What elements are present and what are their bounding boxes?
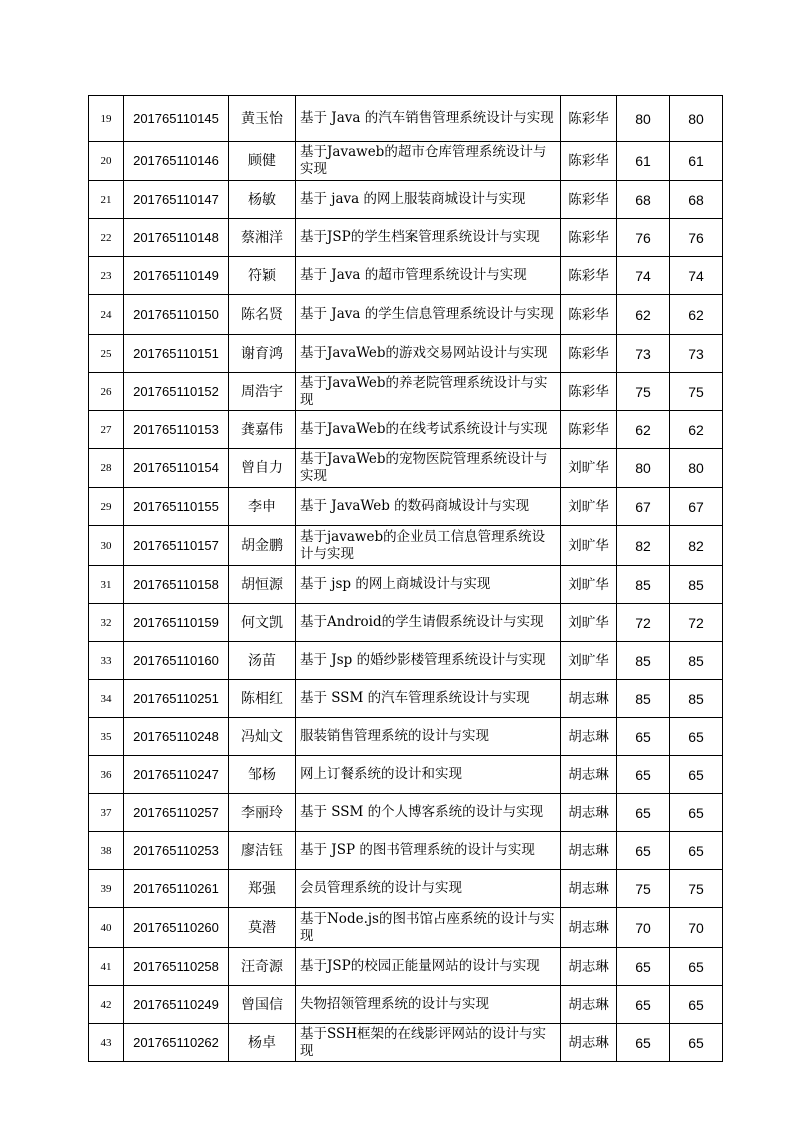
thesis-title: 基于JavaWeb的游戏交易网站设计与实现	[296, 335, 561, 373]
table-row	[89, 794, 723, 832]
advisor-name: 刘旷华	[561, 449, 617, 488]
row-number: 26	[89, 373, 124, 411]
table-row	[89, 680, 723, 718]
final-score-cell: 65	[670, 832, 723, 870]
score-cell: 80	[617, 449, 670, 488]
table-row	[89, 219, 723, 257]
student-name: 龚嘉伟	[229, 411, 296, 449]
row-number: 23	[89, 257, 124, 295]
table-row	[89, 718, 723, 756]
thesis-title: 基于 JavaWeb 的数码商城设计与实现	[296, 488, 561, 526]
row-number: 20	[89, 142, 124, 181]
table-row	[89, 295, 723, 335]
student-name: 周浩宇	[229, 373, 296, 411]
thesis-title: 基于 java 的网上服装商城设计与实现	[296, 181, 561, 219]
score-cell: 74	[617, 257, 670, 295]
student-id: 201765110151	[124, 335, 229, 373]
student-id: 201765110247	[124, 756, 229, 794]
table-row	[89, 96, 723, 142]
row-number: 37	[89, 794, 124, 832]
thesis-score-table	[88, 95, 723, 1062]
advisor-name: 刘旷华	[561, 566, 617, 604]
table-row	[89, 449, 723, 488]
table-row	[89, 870, 723, 908]
advisor-name: 胡志琳	[561, 948, 617, 986]
score-cell: 68	[617, 181, 670, 219]
score-cell: 65	[617, 756, 670, 794]
student-id: 201765110253	[124, 832, 229, 870]
student-name: 黄玉怡	[229, 96, 296, 142]
advisor-name: 陈彩华	[561, 142, 617, 181]
final-score-cell: 85	[670, 566, 723, 604]
student-name: 胡金鹏	[229, 526, 296, 566]
row-number: 40	[89, 908, 124, 948]
row-number: 31	[89, 566, 124, 604]
score-cell: 65	[617, 832, 670, 870]
student-name: 李申	[229, 488, 296, 526]
advisor-name: 刘旷华	[561, 642, 617, 680]
row-number: 35	[89, 718, 124, 756]
student-id: 201765110154	[124, 449, 229, 488]
thesis-title: 基于javaweb的企业员工信息管理系统设计与实现	[296, 526, 561, 566]
row-number: 32	[89, 604, 124, 642]
score-cell: 61	[617, 142, 670, 181]
final-score-cell: 76	[670, 219, 723, 257]
advisor-name: 陈彩华	[561, 181, 617, 219]
advisor-name: 胡志琳	[561, 908, 617, 948]
advisor-name: 陈彩华	[561, 257, 617, 295]
student-name: 胡恒源	[229, 566, 296, 604]
score-cell: 65	[617, 794, 670, 832]
table-row	[89, 488, 723, 526]
advisor-name: 陈彩华	[561, 295, 617, 335]
student-name: 汪奇源	[229, 948, 296, 986]
table-row	[89, 604, 723, 642]
student-id: 201765110258	[124, 948, 229, 986]
final-score-cell: 85	[670, 680, 723, 718]
advisor-name: 刘旷华	[561, 488, 617, 526]
advisor-name: 胡志琳	[561, 794, 617, 832]
final-score-cell: 80	[670, 449, 723, 488]
final-score-cell: 61	[670, 142, 723, 181]
student-name: 何文凯	[229, 604, 296, 642]
thesis-title: 会员管理系统的设计与实现	[296, 870, 561, 908]
score-cell: 75	[617, 373, 670, 411]
table-row	[89, 832, 723, 870]
advisor-name: 陈彩华	[561, 411, 617, 449]
score-cell: 72	[617, 604, 670, 642]
student-name: 谢育鸿	[229, 335, 296, 373]
student-id: 201765110145	[124, 96, 229, 142]
score-cell: 85	[617, 642, 670, 680]
student-name: 符颖	[229, 257, 296, 295]
advisor-name: 胡志琳	[561, 756, 617, 794]
table-row	[89, 335, 723, 373]
score-cell: 85	[617, 566, 670, 604]
row-number: 30	[89, 526, 124, 566]
table-row	[89, 756, 723, 794]
thesis-title: 基于JSP的学生档案管理系统设计与实现	[296, 219, 561, 257]
student-name: 陈相红	[229, 680, 296, 718]
row-number: 27	[89, 411, 124, 449]
thesis-title: 基于 Java 的汽车销售管理系统设计与实现	[296, 96, 561, 142]
student-id: 201765110147	[124, 181, 229, 219]
thesis-title: 基于SSH框架的在线影评网站的设计与实现	[296, 1024, 561, 1062]
final-score-cell: 75	[670, 870, 723, 908]
row-number: 42	[89, 986, 124, 1024]
table-row	[89, 373, 723, 411]
score-cell: 76	[617, 219, 670, 257]
thesis-title: 基于 SSM 的汽车管理系统设计与实现	[296, 680, 561, 718]
final-score-cell: 72	[670, 604, 723, 642]
final-score-cell: 68	[670, 181, 723, 219]
student-name: 郑强	[229, 870, 296, 908]
thesis-title: 基于 Java 的学生信息管理系统设计与实现	[296, 295, 561, 335]
student-id: 201765110257	[124, 794, 229, 832]
final-score-cell: 85	[670, 642, 723, 680]
student-id: 201765110148	[124, 219, 229, 257]
student-name: 曾自力	[229, 449, 296, 488]
table-row	[89, 142, 723, 181]
student-id: 201765110155	[124, 488, 229, 526]
final-score-cell: 75	[670, 373, 723, 411]
row-number: 29	[89, 488, 124, 526]
student-id: 201765110160	[124, 642, 229, 680]
table-row	[89, 257, 723, 295]
thesis-title: 基于JSP的校园正能量网站的设计与实现	[296, 948, 561, 986]
thesis-title: 基于 Java 的超市管理系统设计与实现	[296, 257, 561, 295]
thesis-title: 基于JavaWeb的宠物医院管理系统设计与实现	[296, 449, 561, 488]
table-row	[89, 181, 723, 219]
table-row	[89, 986, 723, 1024]
row-number: 21	[89, 181, 124, 219]
table-row	[89, 908, 723, 948]
student-name: 邹杨	[229, 756, 296, 794]
advisor-name: 陈彩华	[561, 335, 617, 373]
row-number: 19	[89, 96, 124, 142]
thesis-title: 网上订餐系统的设计和实现	[296, 756, 561, 794]
thesis-title: 服装销售管理系统的设计与实现	[296, 718, 561, 756]
advisor-name: 陈彩华	[561, 373, 617, 411]
score-cell: 65	[617, 948, 670, 986]
score-cell: 62	[617, 295, 670, 335]
row-number: 38	[89, 832, 124, 870]
row-number: 22	[89, 219, 124, 257]
student-id: 201765110152	[124, 373, 229, 411]
advisor-name: 胡志琳	[561, 870, 617, 908]
thesis-title: 基于 Jsp 的婚纱影楼管理系统设计与实现	[296, 642, 561, 680]
row-number: 41	[89, 948, 124, 986]
student-id: 201765110150	[124, 295, 229, 335]
final-score-cell: 62	[670, 411, 723, 449]
table-row	[89, 642, 723, 680]
student-id: 201765110251	[124, 680, 229, 718]
table-row	[89, 1024, 723, 1062]
final-score-cell: 74	[670, 257, 723, 295]
student-id: 201765110248	[124, 718, 229, 756]
table-row	[89, 526, 723, 566]
final-score-cell: 62	[670, 295, 723, 335]
score-cell: 75	[617, 870, 670, 908]
score-cell: 70	[617, 908, 670, 948]
table-row	[89, 948, 723, 986]
thesis-title: 基于Javaweb的超市仓库管理系统设计与实现	[296, 142, 561, 181]
score-cell: 85	[617, 680, 670, 718]
student-id: 201765110158	[124, 566, 229, 604]
final-score-cell: 70	[670, 908, 723, 948]
student-name: 曾国信	[229, 986, 296, 1024]
final-score-cell: 82	[670, 526, 723, 566]
score-cell: 65	[617, 986, 670, 1024]
student-id: 201765110260	[124, 908, 229, 948]
score-cell: 67	[617, 488, 670, 526]
table-row	[89, 411, 723, 449]
student-name: 杨敏	[229, 181, 296, 219]
advisor-name: 胡志琳	[561, 680, 617, 718]
final-score-cell: 73	[670, 335, 723, 373]
advisor-name: 胡志琳	[561, 986, 617, 1024]
advisor-name: 胡志琳	[561, 718, 617, 756]
row-number: 24	[89, 295, 124, 335]
final-score-cell: 65	[670, 986, 723, 1024]
student-name: 冯灿文	[229, 718, 296, 756]
row-number: 43	[89, 1024, 124, 1062]
row-number: 28	[89, 449, 124, 488]
student-name: 廖洁钰	[229, 832, 296, 870]
row-number: 34	[89, 680, 124, 718]
final-score-cell: 65	[670, 1024, 723, 1062]
student-id: 201765110146	[124, 142, 229, 181]
advisor-name: 陈彩华	[561, 96, 617, 142]
thesis-title: 基于 SSM 的个人博客系统的设计与实现	[296, 794, 561, 832]
thesis-title: 基于Node.js的图书馆占座系统的设计与实现	[296, 908, 561, 948]
row-number: 33	[89, 642, 124, 680]
final-score-cell: 80	[670, 96, 723, 142]
advisor-name: 刘旷华	[561, 526, 617, 566]
table-row	[89, 566, 723, 604]
student-id: 201765110249	[124, 986, 229, 1024]
final-score-cell: 67	[670, 488, 723, 526]
score-cell: 82	[617, 526, 670, 566]
thesis-title: 基于JavaWeb的在线考试系统设计与实现	[296, 411, 561, 449]
advisor-name: 陈彩华	[561, 219, 617, 257]
score-cell: 73	[617, 335, 670, 373]
thesis-title: 基于 jsp 的网上商城设计与实现	[296, 566, 561, 604]
student-name: 顾健	[229, 142, 296, 181]
student-name: 莫潜	[229, 908, 296, 948]
thesis-title: 基于 JSP 的图书管理系统的设计与实现	[296, 832, 561, 870]
thesis-title: 基于Android的学生请假系统设计与实现	[296, 604, 561, 642]
student-id: 201765110153	[124, 411, 229, 449]
student-id: 201765110159	[124, 604, 229, 642]
row-number: 25	[89, 335, 124, 373]
score-cell: 65	[617, 718, 670, 756]
advisor-name: 胡志琳	[561, 1024, 617, 1062]
final-score-cell: 65	[670, 756, 723, 794]
score-cell: 62	[617, 411, 670, 449]
student-id: 201765110261	[124, 870, 229, 908]
student-name: 杨卓	[229, 1024, 296, 1062]
student-name: 蔡湘洋	[229, 219, 296, 257]
final-score-cell: 65	[670, 794, 723, 832]
student-name: 陈名贤	[229, 295, 296, 335]
score-cell: 80	[617, 96, 670, 142]
student-id: 201765110149	[124, 257, 229, 295]
final-score-cell: 65	[670, 718, 723, 756]
row-number: 36	[89, 756, 124, 794]
row-number: 39	[89, 870, 124, 908]
student-id: 201765110262	[124, 1024, 229, 1062]
thesis-title: 基于JavaWeb的养老院管理系统设计与实现	[296, 373, 561, 411]
student-name: 李丽玲	[229, 794, 296, 832]
student-id: 201765110157	[124, 526, 229, 566]
student-name: 汤苗	[229, 642, 296, 680]
final-score-cell: 65	[670, 948, 723, 986]
advisor-name: 刘旷华	[561, 604, 617, 642]
thesis-title: 失物招领管理系统的设计与实现	[296, 986, 561, 1024]
advisor-name: 胡志琳	[561, 832, 617, 870]
score-cell: 65	[617, 1024, 670, 1062]
